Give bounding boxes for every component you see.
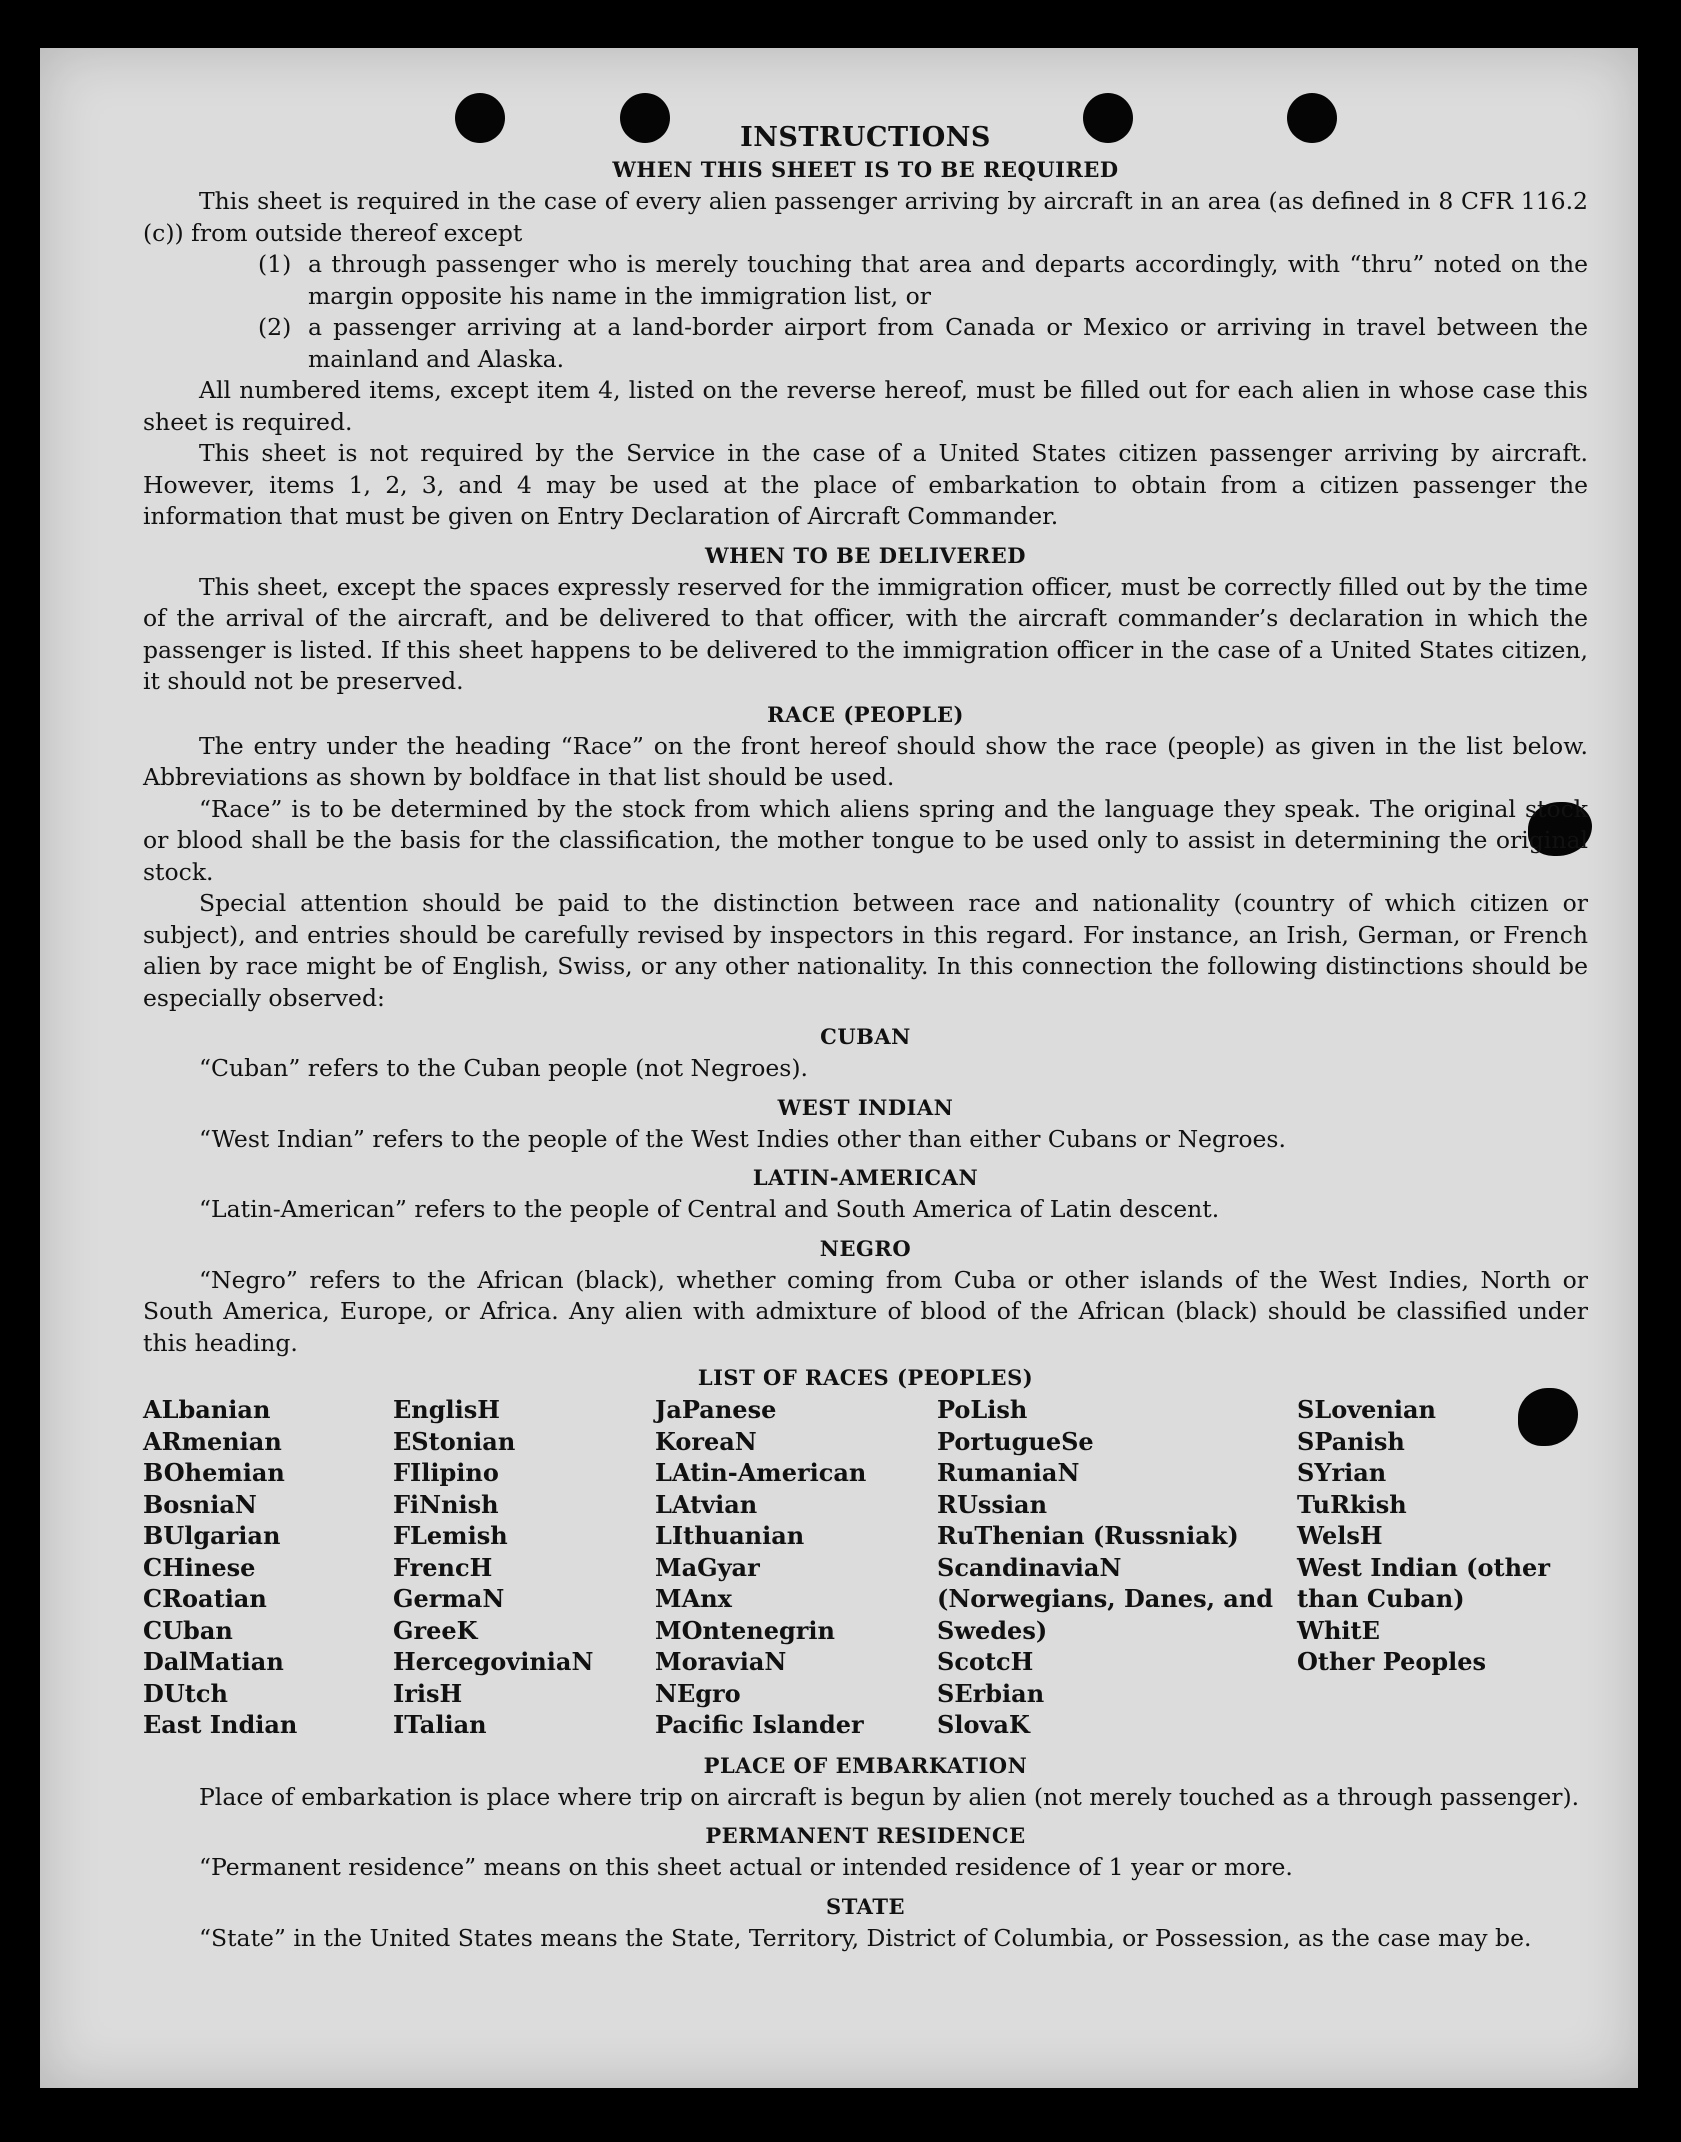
race-entry: RUssian — [937, 1489, 1048, 1519]
race-entry: SlovaK — [937, 1710, 1030, 1739]
page-title: INSTRUCTIONS — [740, 122, 991, 153]
race-entry: MOntenegrin — [655, 1615, 835, 1645]
race-entry: Pacific Islander — [655, 1710, 864, 1739]
race-column — [1297, 1394, 1588, 1741]
list-item — [258, 312, 1588, 375]
race-entry: DUtch — [143, 1678, 228, 1708]
race-entry: WhitE — [1297, 1615, 1380, 1645]
paragraph: “Negro” refers to the African (black), whether coming from Cuba or other islands of the West Indies, North or South America, Europe, or Africa. Any alien with admixture of blood of the African (black) should be classified under this heading. — [143, 1265, 1588, 1357]
section-heading-list-of-races: LIST OF RACES (PEOPLES) — [697, 1365, 1034, 1390]
paragraph: This sheet is not required by the Service in the case of a United States citizen passenger arriving by aircraft. However, items 1, 2, 3, and 4 may be used at the place of embarkation to obtain from a citizen passenger the information that must be given on Entry Declaration of Aircraft Commander. — [143, 439, 1588, 530]
section-heading-when-required: WHEN THIS SHEET IS TO BE REQUIRED — [612, 157, 1119, 182]
race-entry: ITalian — [393, 1710, 487, 1739]
item-text: a passenger arriving at a land-border airport from Canada or Mexico or arriving in travel between the mainland and Alaska. — [308, 313, 1588, 373]
paragraph: All numbered items, except item 4, listed on the reverse hereof, must be filled out for each alien in whose case this sheet is required. — [143, 376, 1588, 436]
race-entry: ALbanian — [143, 1395, 271, 1424]
race-entry: CRoatian — [143, 1584, 267, 1613]
race-entry: EStonian — [393, 1426, 516, 1456]
race-entry: BUlgarian — [143, 1521, 281, 1550]
race-entry: FIlipino — [393, 1458, 499, 1487]
race-entry: TuRkish — [1297, 1489, 1407, 1519]
race-entry: Other Peoples — [1297, 1647, 1487, 1676]
race-list — [143, 1394, 1588, 1741]
race-column — [143, 1394, 393, 1741]
race-entry: PoLish — [937, 1395, 1028, 1424]
item-number: (1) — [258, 250, 292, 278]
race-entry: MoraviaN — [655, 1647, 787, 1676]
race-entry: MAnx — [655, 1584, 732, 1613]
section-heading-race: RACE (PEOPLE) — [767, 701, 964, 727]
race-entry: LIthuanian — [655, 1521, 805, 1550]
race-entry: ScandinaviaN (Norwegians, Danes, and Swedes) — [937, 1552, 1274, 1645]
section-heading-negro: NEGRO — [819, 1235, 912, 1261]
race-entry: FiNnish — [393, 1489, 499, 1519]
race-entry: ScotcH — [937, 1647, 1034, 1676]
race-entry: PortugueSe — [937, 1426, 1094, 1456]
section-heading-cuban: CUBAN — [820, 1024, 911, 1049]
paragraph: The entry under the heading “Race” on the front hereof should show the race (people) as given in the list below. Abbreviations as shown by boldface in that list should be used. — [143, 731, 1588, 791]
paragraph: “Permanent residence” means on this sheet actual or intended residence of 1 year or more. — [199, 1853, 1293, 1881]
section-heading-latin-american: LATIN-AMERICAN — [752, 1165, 979, 1190]
race-entry: JaPanese — [655, 1395, 777, 1424]
race-entry: LAtin-American — [655, 1458, 867, 1487]
race-entry: NEgro — [655, 1678, 741, 1708]
race-entry: FrencH — [393, 1552, 493, 1582]
race-entry: WelsH — [1297, 1521, 1383, 1550]
item-text: a through passenger who is merely touching that area and departs accordingly, with “thru” noted on the margin opposite his name in the immigration list, or — [308, 250, 1588, 310]
race-entry: BosniaN — [143, 1489, 257, 1519]
race-entry: CUban — [143, 1615, 233, 1645]
race-entry: LAtvian — [655, 1489, 758, 1519]
race-entry: FLemish — [393, 1521, 508, 1550]
item-number: (2) — [258, 313, 292, 341]
section-heading-permanent-residence: PERMANENT RESIDENCE — [705, 1823, 1026, 1848]
race-entry: DalMatian — [143, 1647, 284, 1676]
paragraph: “Cuban” refers to the Cuban people (not Negroes). — [199, 1054, 809, 1082]
race-entry: CHinese — [143, 1552, 256, 1582]
race-entry: West Indian (other than Cuban) — [1297, 1552, 1550, 1613]
paragraph: “State” in the United States means the State, Territory, District of Columbia, or Possession, as the case may be. — [199, 1923, 1532, 1952]
race-entry: SYrian — [1297, 1458, 1387, 1487]
paragraph: Special attention should be paid to the distinction between race and nationality (country of which citizen or subject), and entries should be carefully revised by inspectors in this regard. For instance, an Irish, German, or French alien by race might be of English, Swiss, or any other nationality. In this connection the following distinctions should be especially observed: — [143, 889, 1588, 1012]
race-entry: EnglisH — [393, 1395, 500, 1424]
paragraph: “Latin-American” refers to the people of Central and South America of Latin descent. — [199, 1195, 1220, 1223]
race-entry: East Indian — [143, 1710, 298, 1739]
race-entry: GermaN — [393, 1584, 505, 1613]
race-entry: RumaniaN — [937, 1458, 1080, 1487]
paragraph: This sheet is required in the case of every alien passenger arriving by aircraft in an area (as defined in 8 CFR 116.2 (c)) from outside thereof except — [143, 187, 1588, 247]
section-heading-embarkation: PLACE OF EMBARKATION — [703, 1752, 1028, 1778]
section-heading-state: STATE — [826, 1893, 905, 1919]
paragraph: “West Indian” refers to the people of the West Indies other than either Cubans or Negroes. — [199, 1124, 1286, 1153]
list-item — [258, 249, 1588, 312]
race-entry: RuThenian (Russniak) — [937, 1521, 1239, 1550]
race-entry: MaGyar — [655, 1552, 760, 1582]
paragraph: Place of embarkation is place where trip on aircraft is begun by alien (not merely touched as a through passenger). — [199, 1782, 1580, 1811]
race-entry: HercegoviniaN — [393, 1647, 594, 1676]
race-entry: ARmenian — [143, 1426, 282, 1456]
race-entry: GreeK — [393, 1615, 478, 1645]
race-entry: BOhemian — [143, 1458, 285, 1487]
race-entry: KoreaN — [655, 1426, 757, 1456]
race-column — [937, 1394, 1297, 1741]
paragraph: “Race” is to be determined by the stock from which aliens spring and the language they speak. The original stock or blood shall be the basis for the classification, the mother tongue to be used only to assist in determining the original stock. — [143, 794, 1588, 886]
race-entry: SLovenian — [1297, 1395, 1436, 1424]
race-entry: SPanish — [1297, 1426, 1405, 1456]
section-heading-when-delivered: WHEN TO BE DELIVERED — [704, 542, 1026, 568]
instructions-content — [143, 122, 1588, 1954]
race-column — [393, 1394, 655, 1741]
paragraph: This sheet, except the spaces expressly reserved for the immigration officer, must be correctly filled out by the time of the arrival of the aircraft, and be delivered to that officer, with the aircraft commander’s declaration in which the passenger is listed. If this sheet happens to be delivered to the immigration officer in the case of a United States citizen, it should not be preserved. — [143, 572, 1588, 695]
race-column — [655, 1394, 937, 1741]
race-entry: IrisH — [393, 1678, 463, 1708]
section-heading-west-indian: WEST INDIAN — [777, 1094, 954, 1120]
document-sheet — [40, 48, 1638, 2088]
race-entry: SErbian — [937, 1678, 1045, 1708]
